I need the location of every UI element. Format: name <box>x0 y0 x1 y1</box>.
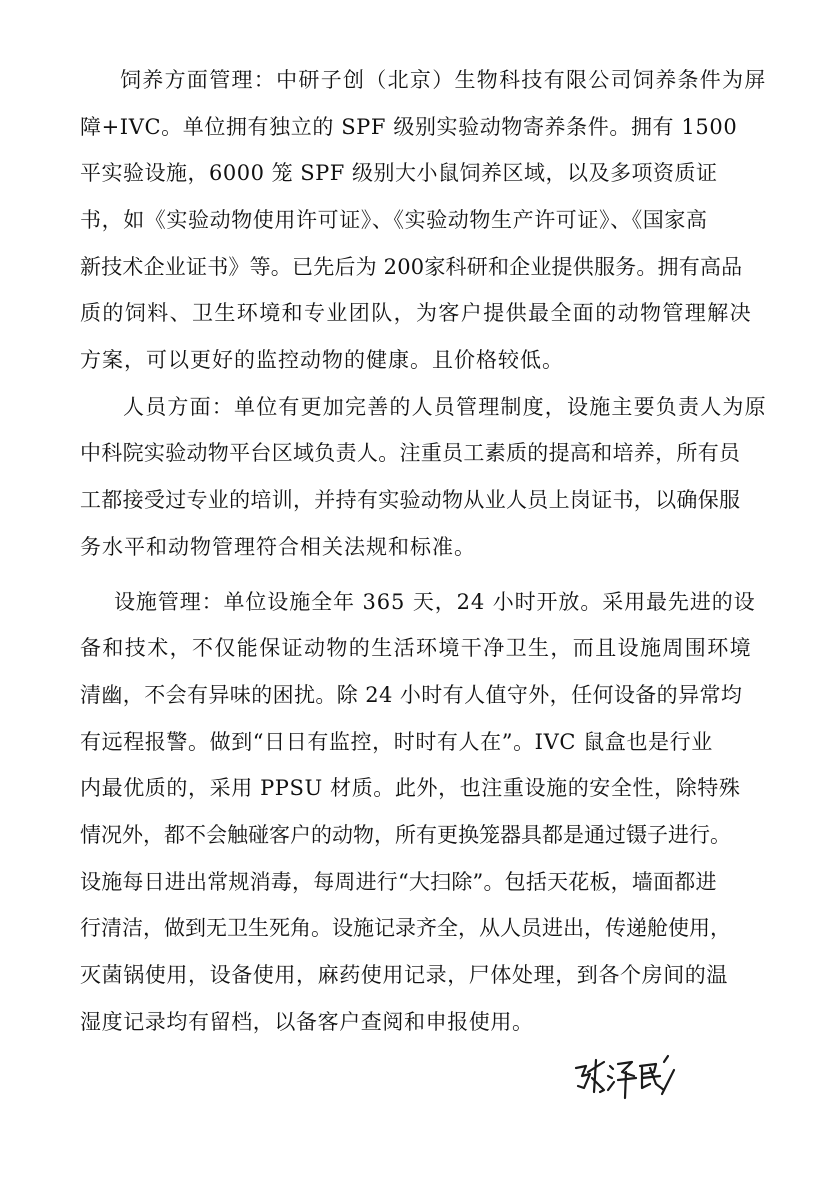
text-line: 障+IVC。单位拥有独立的 SPF 级别实验动物寄养条件。拥有 1500 <box>80 115 738 139</box>
text-line: 书，如《实验动物使用许可证》、《实验动物生产许可证》、《国家高 <box>80 208 708 232</box>
text-line: 工都接受过专业的培训，并持有实验动物从业人员上岗证书，以确保服 <box>80 488 741 512</box>
text-line: 平实验设施，6000 笼 SPF 级别大小鼠饲养区域，以及多项资质证 <box>80 161 718 185</box>
text-line: 内最优质的，采用 PPSU 材质。此外，也注重设施的安全性，除特殊 <box>80 776 741 800</box>
text-line: 中科院实验动物平台区域负责人。注重员工素质的提高和培养，所有员 <box>80 441 741 465</box>
text-line: 行清洁，做到无卫生死角。设施记录齐全，从人员进出，传递舱使用， <box>80 916 731 940</box>
handwritten-signature <box>570 1052 680 1102</box>
text-line: 质的饲料、卫生环境和专业团队，为客户提供最全面的动物管理解决 <box>80 301 752 325</box>
text-line: 有远程报警。做到“日日有监控，时时有人在”。IVC 鼠盒也是行业 <box>80 730 713 754</box>
text-line: 清幽，不会有异味的困扰。除 24 小时有人值守外，任何设备的异常均 <box>80 683 743 707</box>
text-line: 务水平和动物管理符合相关法规和标准。 <box>80 535 476 559</box>
text-line: 湿度记录均有留档，以备客户查阅和申报使用。 <box>80 1010 534 1034</box>
text-line: 方案，可以更好的监控动物的健康。且价格较低。 <box>80 348 564 372</box>
text-line: 情况外，都不会触碰客户的动物，所有更换笼器具都是通过镊子进行。 <box>80 823 731 847</box>
text-line: 备和技术，不仅能保证动物的生活环境干净卫生，而且设施周围环境 <box>80 636 752 660</box>
text-line: 设施管理：单位设施全年 365 天，24 小时开放。采用最先进的设 <box>114 590 756 614</box>
text-line: 新技术企业证书》等。已先后为 200家科研和企业提供服务。拥有高品 <box>80 255 743 279</box>
text-line: 设施每日进出常规消毒，每周进行“大扫除”。包括天花板，墙面都进 <box>80 870 717 894</box>
text-line: 饲养方面管理：中研子创（北京）生物科技有限公司饲养条件为屏 <box>120 68 767 92</box>
text-line: 灭菌锅使用，设备使用，麻药使用记录，尸体处理，到各个房间的温 <box>80 963 728 987</box>
text-line: 人员方面：单位有更加完善的人员管理制度，设施主要负责人为原 <box>123 395 767 419</box>
